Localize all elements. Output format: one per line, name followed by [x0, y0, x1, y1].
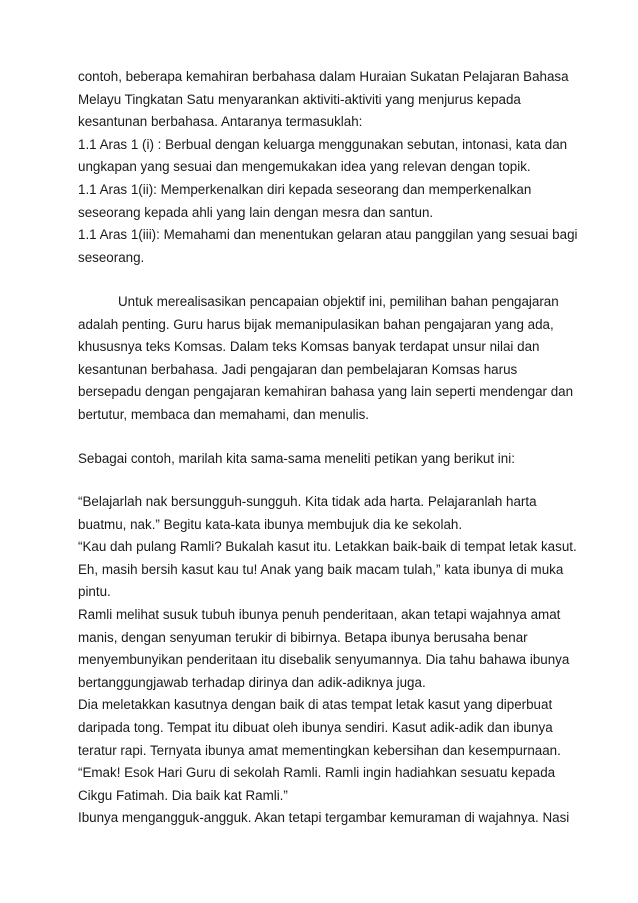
- text-line: Dia meletakkan kasutnya dengan baik di atas tempat letak kasut yang diperbuat: [78, 697, 553, 713]
- text-line: 1.1 Aras 1(iii): Memahami dan menentukan gelaran atau panggilan yang sesuai bagi: [78, 227, 578, 243]
- text-line: teratur rapi. Ternyata ibunya amat mementingkan kebersihan dan kesempurnaan.: [78, 742, 561, 758]
- text-line: bertutur, membaca dan memahami, dan menulis.: [78, 406, 370, 422]
- text-line: manis, dengan senyuman terukir di bibirnya. Betapa ibunya berusaha benar: [78, 629, 528, 645]
- text-line: ungkapan yang sesuai dan mengemukakan idea yang relevan dengan topik.: [78, 159, 531, 175]
- text-line: Ramli melihat susuk tubuh ibunya penuh penderitaan, akan tetapi wajahnya amat: [78, 606, 561, 622]
- text-line: Melayu Tingkatan Satu menyarankan aktiviti-aktiviti yang menjurus kepada: [78, 91, 521, 107]
- text-line: Sebagai contoh, marilah kita sama-sama meneliti petikan yang berikut ini:: [78, 451, 515, 466]
- text-line: bersepadu dengan pengajaran kemahiran bahasa yang lain seperti mendengar dan: [78, 384, 574, 400]
- text-line: kesantunan berbahasa. Jadi pengajaran dan pembelajaran Komsas harus: [78, 361, 518, 377]
- text-line: buatmu, nak.” Begitu kata-kata ibunya membujuk dia ke sekolah.: [78, 516, 463, 532]
- text-line: 1.1 Aras 1 (i) : Berbual dengan keluarga menggunakan sebutan, intonasi, kata dan: [78, 136, 568, 152]
- text-line: “Belajarlah nak bersungguh-sungguh. Kita tidak ada harta. Pelajaranlah harta: [78, 494, 537, 509]
- text-line: Untuk merealisasikan pencapaian objektif ini, pemilihan bahan pengajaran: [118, 294, 559, 309]
- text-line: seseorang.: [78, 249, 145, 265]
- text-line: daripada tong. Tempat itu dibuat oleh ibunya sendiri. Kasut adik-adik dan ibunya: [78, 719, 553, 735]
- text-line: pintu.: [78, 584, 111, 600]
- text-line: Cikgu Fatimah. Dia baik kat Ramli.”: [78, 787, 288, 803]
- paragraph-excerpt: [78, 491, 577, 830]
- text-line: 1.1 Aras 1(ii): Memperkenalkan diri kepada seseorang dan memperkenalkan: [78, 181, 532, 197]
- text-line: Ibunya mengangguk-angguk. Akan tetapi tergambar kemuraman di wajahnya. Nasi: [78, 810, 570, 826]
- text-line: “Kau dah pulang Ramli? Bukalah kasut itu. Letakkan baik-baik di tempat letak kasut.: [78, 539, 577, 555]
- paragraph-intro: [78, 66, 578, 269]
- text-line: contoh, beberapa kemahiran berbahasa dalam Huraian Sukatan Pelajaran Bahasa: [78, 69, 569, 84]
- paragraph-example-intro: [78, 448, 563, 471]
- text-line: Eh, masih bersih kasut kau tu! Anak yang baik macam tulah,” kata ibunya di muka: [78, 561, 564, 577]
- text-line: adalah penting. Guru harus bijak memanipulasikan bahan pengajaran yang ada,: [78, 316, 554, 332]
- text-line: “Emak! Esok Hari Guru di sekolah Ramli. Ramli ingin hadiahkan sesuatu kepada: [78, 765, 556, 781]
- text-line: kesantunan berbahasa. Antaranya termasuklah:: [78, 114, 363, 130]
- text-line: bertanggungjawab terhadap dirinya dan adik-adiknya juga.: [78, 674, 426, 690]
- text-line: menyembunyikan penderitaan itu disebalik senyumannya. Dia tahu bahawa ibunya: [78, 652, 570, 668]
- paragraph-objective: [78, 291, 574, 427]
- text-line: seseorang kepada ahli yang lain dengan mesra dan santun.: [78, 204, 434, 220]
- text-line: khususnya teks Komsas. Dalam teks Komsas banyak terdapat unsur nilai dan: [78, 339, 540, 355]
